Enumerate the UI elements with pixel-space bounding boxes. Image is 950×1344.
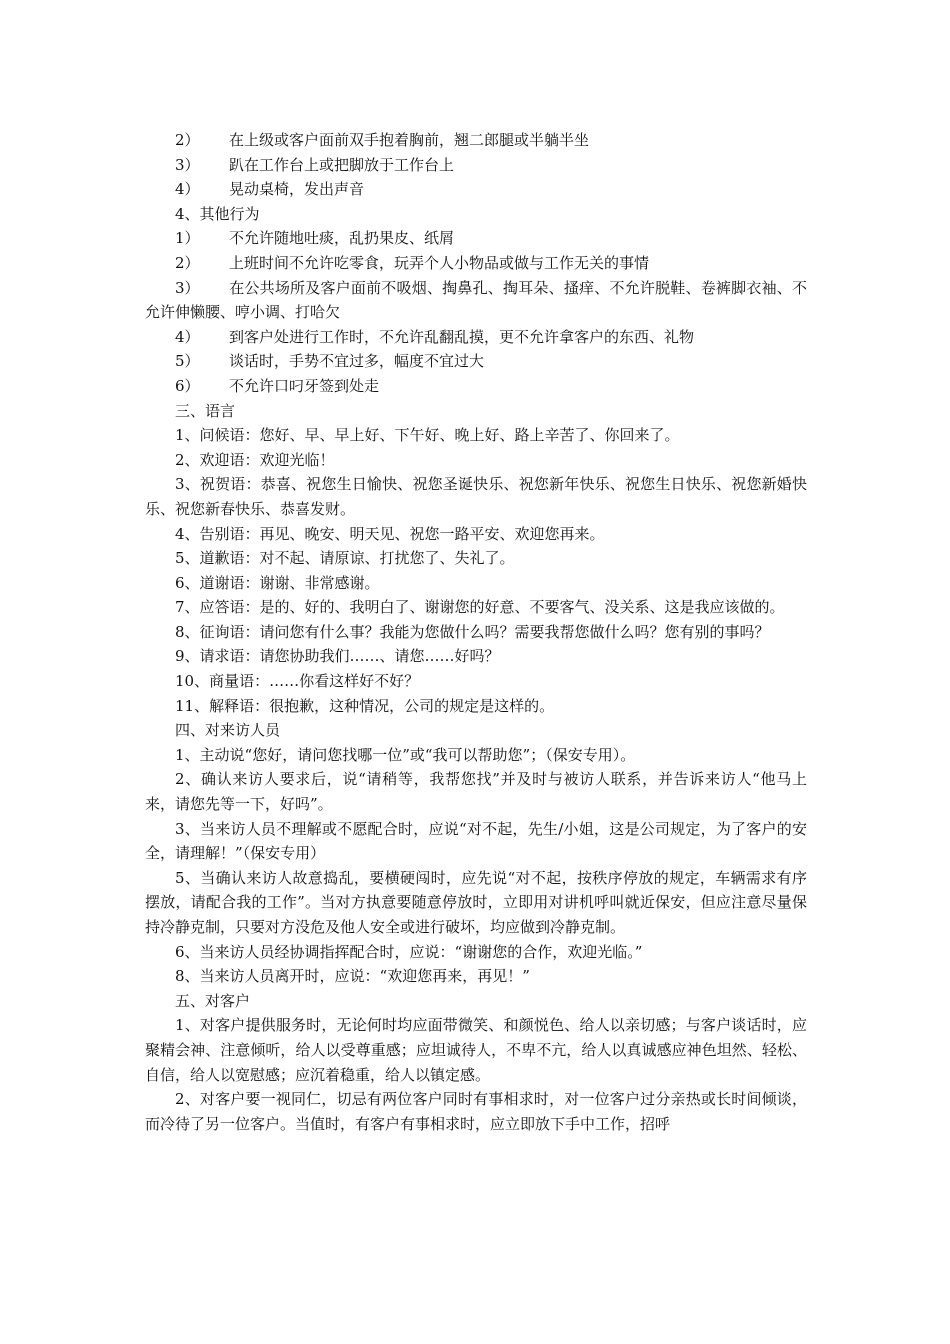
paragraph: 2、欢迎语：欢迎光临！ [175, 450, 335, 469]
paragraph: 7、应答语：是的、好的、我明白了、谢谢您的好意、不要客气、没关系、这是我应该做的。 [175, 598, 785, 617]
section-heading-visitors: 四、对来访人员 [175, 721, 281, 740]
paragraph: 6、道谢语：谢谢、非常感谢。 [175, 573, 380, 592]
list-item: 4） 到客户处进行工作时，不允许乱翻乱摸，更不允许拿客户的东西、礼物 [175, 327, 695, 346]
section-heading-language: 三、语言 [175, 401, 236, 420]
paragraph: 1、对客户提供服务时，无论何时均应面带微笑、和颜悦色、给人以亲切感；与客户谈话时，应聚精会神、注意倾听，给人以受尊重感；应坦诚待人，不卑不亢，给人以真诚感应神色坦然、轻松、自信，给人以宽慰感；应沉着稳重，给人以镇定感。 [145, 1016, 807, 1084]
list-item: 2） 在上级或客户面前双手抱着胸前，翘二郎腿或半躺半坐 [175, 131, 590, 149]
paragraph: 1、主动说“您好，请问您找哪一位”或“我可以帮助您”；（保安专用）。 [175, 745, 636, 764]
sub-heading-other-behaviors: 4、其他行为 [175, 204, 260, 223]
paragraph: 2、确认来访人要求后，说“请稍等，我帮您找”并及时与被访人联系，并告诉来访人“他马上来，请您先等一下，好吗”。 [145, 770, 807, 814]
paragraph: 6、当来访人员经协调指挥配合时，应说：“谢谢您的合作，欢迎光临。” [175, 942, 643, 961]
paragraph: 10、商量语：……你看这样好不好？ [175, 672, 420, 691]
section-heading-customers: 五、对客户 [175, 991, 251, 1010]
paragraph: 3、当来访人员不理解或不愿配合时，应说“对不起，先生/小姐，这是公司规定，为了客户的安全，请理解！”（保安专用） [145, 819, 807, 863]
paragraph: 8、征询语：请问您有什么事？我能为您做什么吗？需要我帮您做什么吗？您有别的事吗？ [175, 622, 770, 641]
paragraph: 5、道歉语：对不起、请原谅、打扰您了、失礼了。 [175, 549, 515, 568]
document-page [145, 128, 807, 1136]
paragraph: 1、问候语：您好、早、早上好、下午好、晚上好、路上辛苦了、你回来了。 [175, 426, 680, 445]
list-item: 6） 不允许口叼牙签到处走 [175, 376, 380, 395]
list-item: 1） 不允许随地吐痰，乱扔果皮、纸屑 [175, 229, 455, 248]
list-item: 4） 晃动桌椅，发出声音 [175, 180, 365, 199]
paragraph: 4、告别语：再见、晚安、明天见、祝您一路平安、欢迎您再来。 [175, 524, 605, 543]
list-item: 3） 在公共场所及客户面前不吸烟、掏鼻孔、掏耳朵、搔痒、不允许脱鞋、卷裤脚衣袖、不允许伸懒腰、哼小调、打哈欠 [145, 278, 807, 322]
paragraph: 2、对客户要一视同仁，切忌有两位客户同时有事相求时，对一位客户过分亲热或长时间倾谈，而冷待了另一位客户。当值时，有客户有事相求时，应立即放下手中工作，招呼 [145, 1090, 807, 1133]
list-item: 2） 上班时间不允许吃零食，玩弄个人小物品或做与工作无关的事情 [175, 253, 650, 272]
paragraph: 8、当来访人员离开时，应说：“欢迎您再来，再见！” [175, 967, 530, 986]
paragraph: 3、祝贺语：恭喜、祝您生日愉快、祝您圣诞快乐、祝您新年快乐、祝您生日快乐、祝您新婚快乐、祝您新春快乐、恭喜发财。 [145, 475, 807, 518]
list-item: 3） 趴在工作台上或把脚放于工作台上 [175, 155, 455, 174]
paragraph: 5、当确认来访人故意捣乱，要横硬闯时，应先说“对不起，按秩序停放的规定，车辆需求有序摆放，请配合我的工作”。当对方执意要随意停放时，立即用对讲机呼叫就近保安，但应注意尽量保持冷静克制，只要对方没危及他人安全或进行破坏，均应做到冷静克制。 [145, 868, 807, 936]
paragraph: 11、解释语：很抱歉，这种情况，公司的规定是这样的。 [175, 696, 555, 715]
paragraph: 9、请求语：请您协助我们……、请您……好吗？ [175, 647, 500, 666]
list-item: 5） 谈话时，手势不宜过多，幅度不宜过大 [175, 352, 485, 371]
